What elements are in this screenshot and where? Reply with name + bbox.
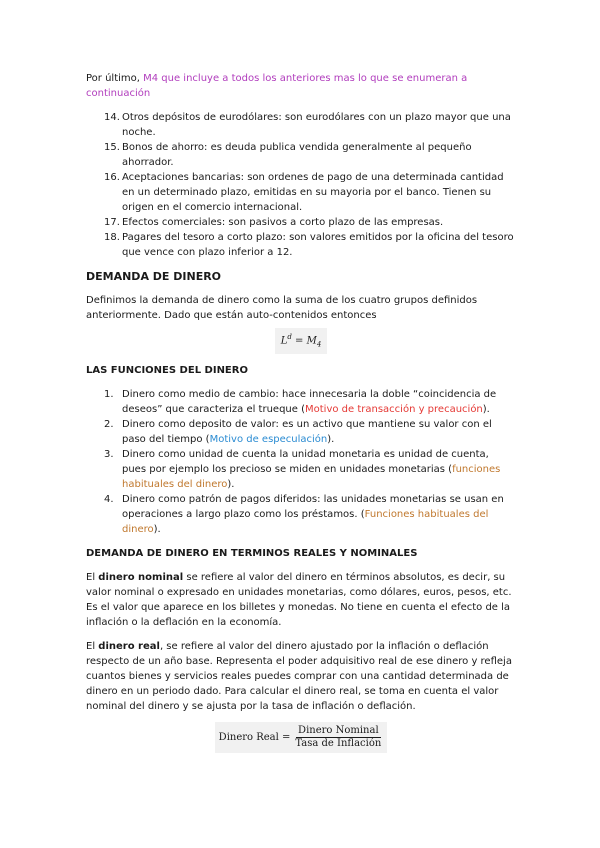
list-item bbox=[86, 170, 516, 215]
demanda-heading: DEMANDA DE DINERO bbox=[86, 270, 222, 283]
formula-numerator: Dinero Nominal bbox=[298, 725, 379, 737]
item-suffix: ). bbox=[482, 404, 490, 416]
item-highlight: Motivo de transacción y precaución bbox=[305, 404, 483, 416]
p2-bold: dinero real bbox=[98, 641, 160, 653]
intro-prefix: Por último, bbox=[86, 73, 144, 84]
item-number: 16. bbox=[104, 172, 120, 183]
item-number: 17. bbox=[104, 217, 120, 228]
p1-prefix: El bbox=[86, 572, 99, 584]
reales-heading: DEMANDA DE DINERO EN TERMINOS REALES Y NOMINALES bbox=[86, 548, 418, 560]
formula-rhs: M bbox=[306, 335, 317, 347]
item-number: 3. bbox=[104, 449, 114, 461]
item-suffix: ). bbox=[327, 434, 335, 446]
funciones-heading: LAS FUNCIONES DEL DINERO bbox=[86, 365, 248, 377]
formula-lhs: Dinero Real = bbox=[218, 732, 291, 744]
item-suffix: ). bbox=[227, 479, 235, 491]
document-content bbox=[86, 71, 516, 753]
item-text: Otros depósitos de eurodólares: son eurodólares con un plazo mayor que una noche. bbox=[122, 112, 511, 138]
list-item bbox=[86, 215, 516, 230]
p1-bold: dinero nominal bbox=[98, 572, 184, 584]
item-suffix: ). bbox=[153, 524, 161, 536]
formula-eq: = bbox=[291, 335, 307, 347]
item-text: Pagares del tesoro a corto plazo: son valores emitidos por la oficina del tesoro que vence con plazo inferior a 12. bbox=[122, 232, 514, 258]
item-highlight: funciones habituales del dinero bbox=[122, 464, 501, 491]
item-number: 14. bbox=[104, 112, 120, 123]
item-text: Bonos de ahorro: es deuda publica vendida generalmente al pequeño ahorrador. bbox=[122, 142, 472, 168]
intro-highlight: M4 que incluye a todos los anteriores mas lo que se enumeran a continuación bbox=[86, 73, 468, 99]
item-number: 15. bbox=[104, 142, 120, 153]
formula-denominator: Tasa de Inflación bbox=[295, 738, 382, 750]
item-text: Efectos comerciales: son pasivos a corto plazo de las empresas. bbox=[122, 217, 444, 228]
list-item bbox=[86, 447, 516, 492]
item-text: Dinero como patrón de pagos diferidos: las unidades monetarias se usan en operaciones a largo plazo como los préstamos. ( bbox=[122, 494, 504, 521]
item-text: Dinero como deposito de valor: es un activo que mantiene su valor con el paso del tiempo ( bbox=[122, 419, 492, 446]
item-highlight: Motivo de especulación bbox=[209, 434, 328, 446]
real-formula bbox=[215, 722, 388, 753]
item-text: Aceptaciones bancarias: son ordenes de pago de una determinada cantidad en un determinado plazo, emitidas en su mayoria por el banco. Tienen su origen en el comercio internacional. bbox=[122, 172, 504, 213]
real-paragraph bbox=[86, 639, 516, 714]
list-item bbox=[86, 230, 516, 260]
funciones-list bbox=[86, 387, 516, 537]
formula-sup: d bbox=[287, 333, 292, 341]
list-item bbox=[86, 387, 516, 417]
list-item bbox=[86, 417, 516, 447]
item-number: 2. bbox=[104, 419, 114, 431]
m4-list bbox=[86, 110, 516, 260]
list-item bbox=[86, 492, 516, 537]
p1-text: se refiere al valor del dinero en términos absolutos, es decir, su valor nominal o expresado en unidades monetarias, como dólares, euros, pesos, etc. Es el valor que aparece en los billetes y monedas. No tiene en cuenta el efecto de la inflación o la deflación en la economía. bbox=[86, 572, 512, 629]
item-highlight: Funciones habituales del dinero bbox=[122, 509, 489, 536]
item-text: Dinero como unidad de cuenta la unidad monetaria es unidad de cuenta, pues por ejemplo los precioso se miden en unidades monetarias ( bbox=[122, 449, 489, 476]
demanda-text: Definimos la demanda de dinero como la suma de los cuatro grupos definidos anteriormente. Dado que están auto-contenidos entonces bbox=[86, 295, 478, 321]
formula-fraction bbox=[293, 725, 383, 750]
demanda-formula bbox=[275, 328, 328, 354]
formula-lhs: L bbox=[280, 335, 288, 347]
p2-prefix: El bbox=[86, 641, 99, 653]
formula-sub: 4 bbox=[316, 340, 322, 349]
nominal-paragraph bbox=[86, 570, 516, 630]
list-item bbox=[86, 110, 516, 140]
item-number: 18. bbox=[104, 232, 120, 243]
intro-paragraph bbox=[86, 71, 516, 101]
item-text: Dinero como medio de cambio: hace innecesaria la doble “coincidencia de deseos” que caracteriza el trueque ( bbox=[122, 389, 497, 416]
list-item bbox=[86, 140, 516, 170]
p2-text: , se refiere al valor del dinero ajustado por la inflación o deflación respecto de un año base. Representa el poder adquisitivo real de ese dinero y refleja cuantos bienes y servicios reales puedes comprar con una cantidad determinada de dinero en un periodo dado. Para calcular el dinero real, se toma en cuenta el valor nominal del dinero y se ajusta por la tasa de inflación o deflación. bbox=[86, 641, 512, 713]
item-number: 1. bbox=[104, 389, 114, 401]
item-number: 4. bbox=[104, 494, 114, 506]
